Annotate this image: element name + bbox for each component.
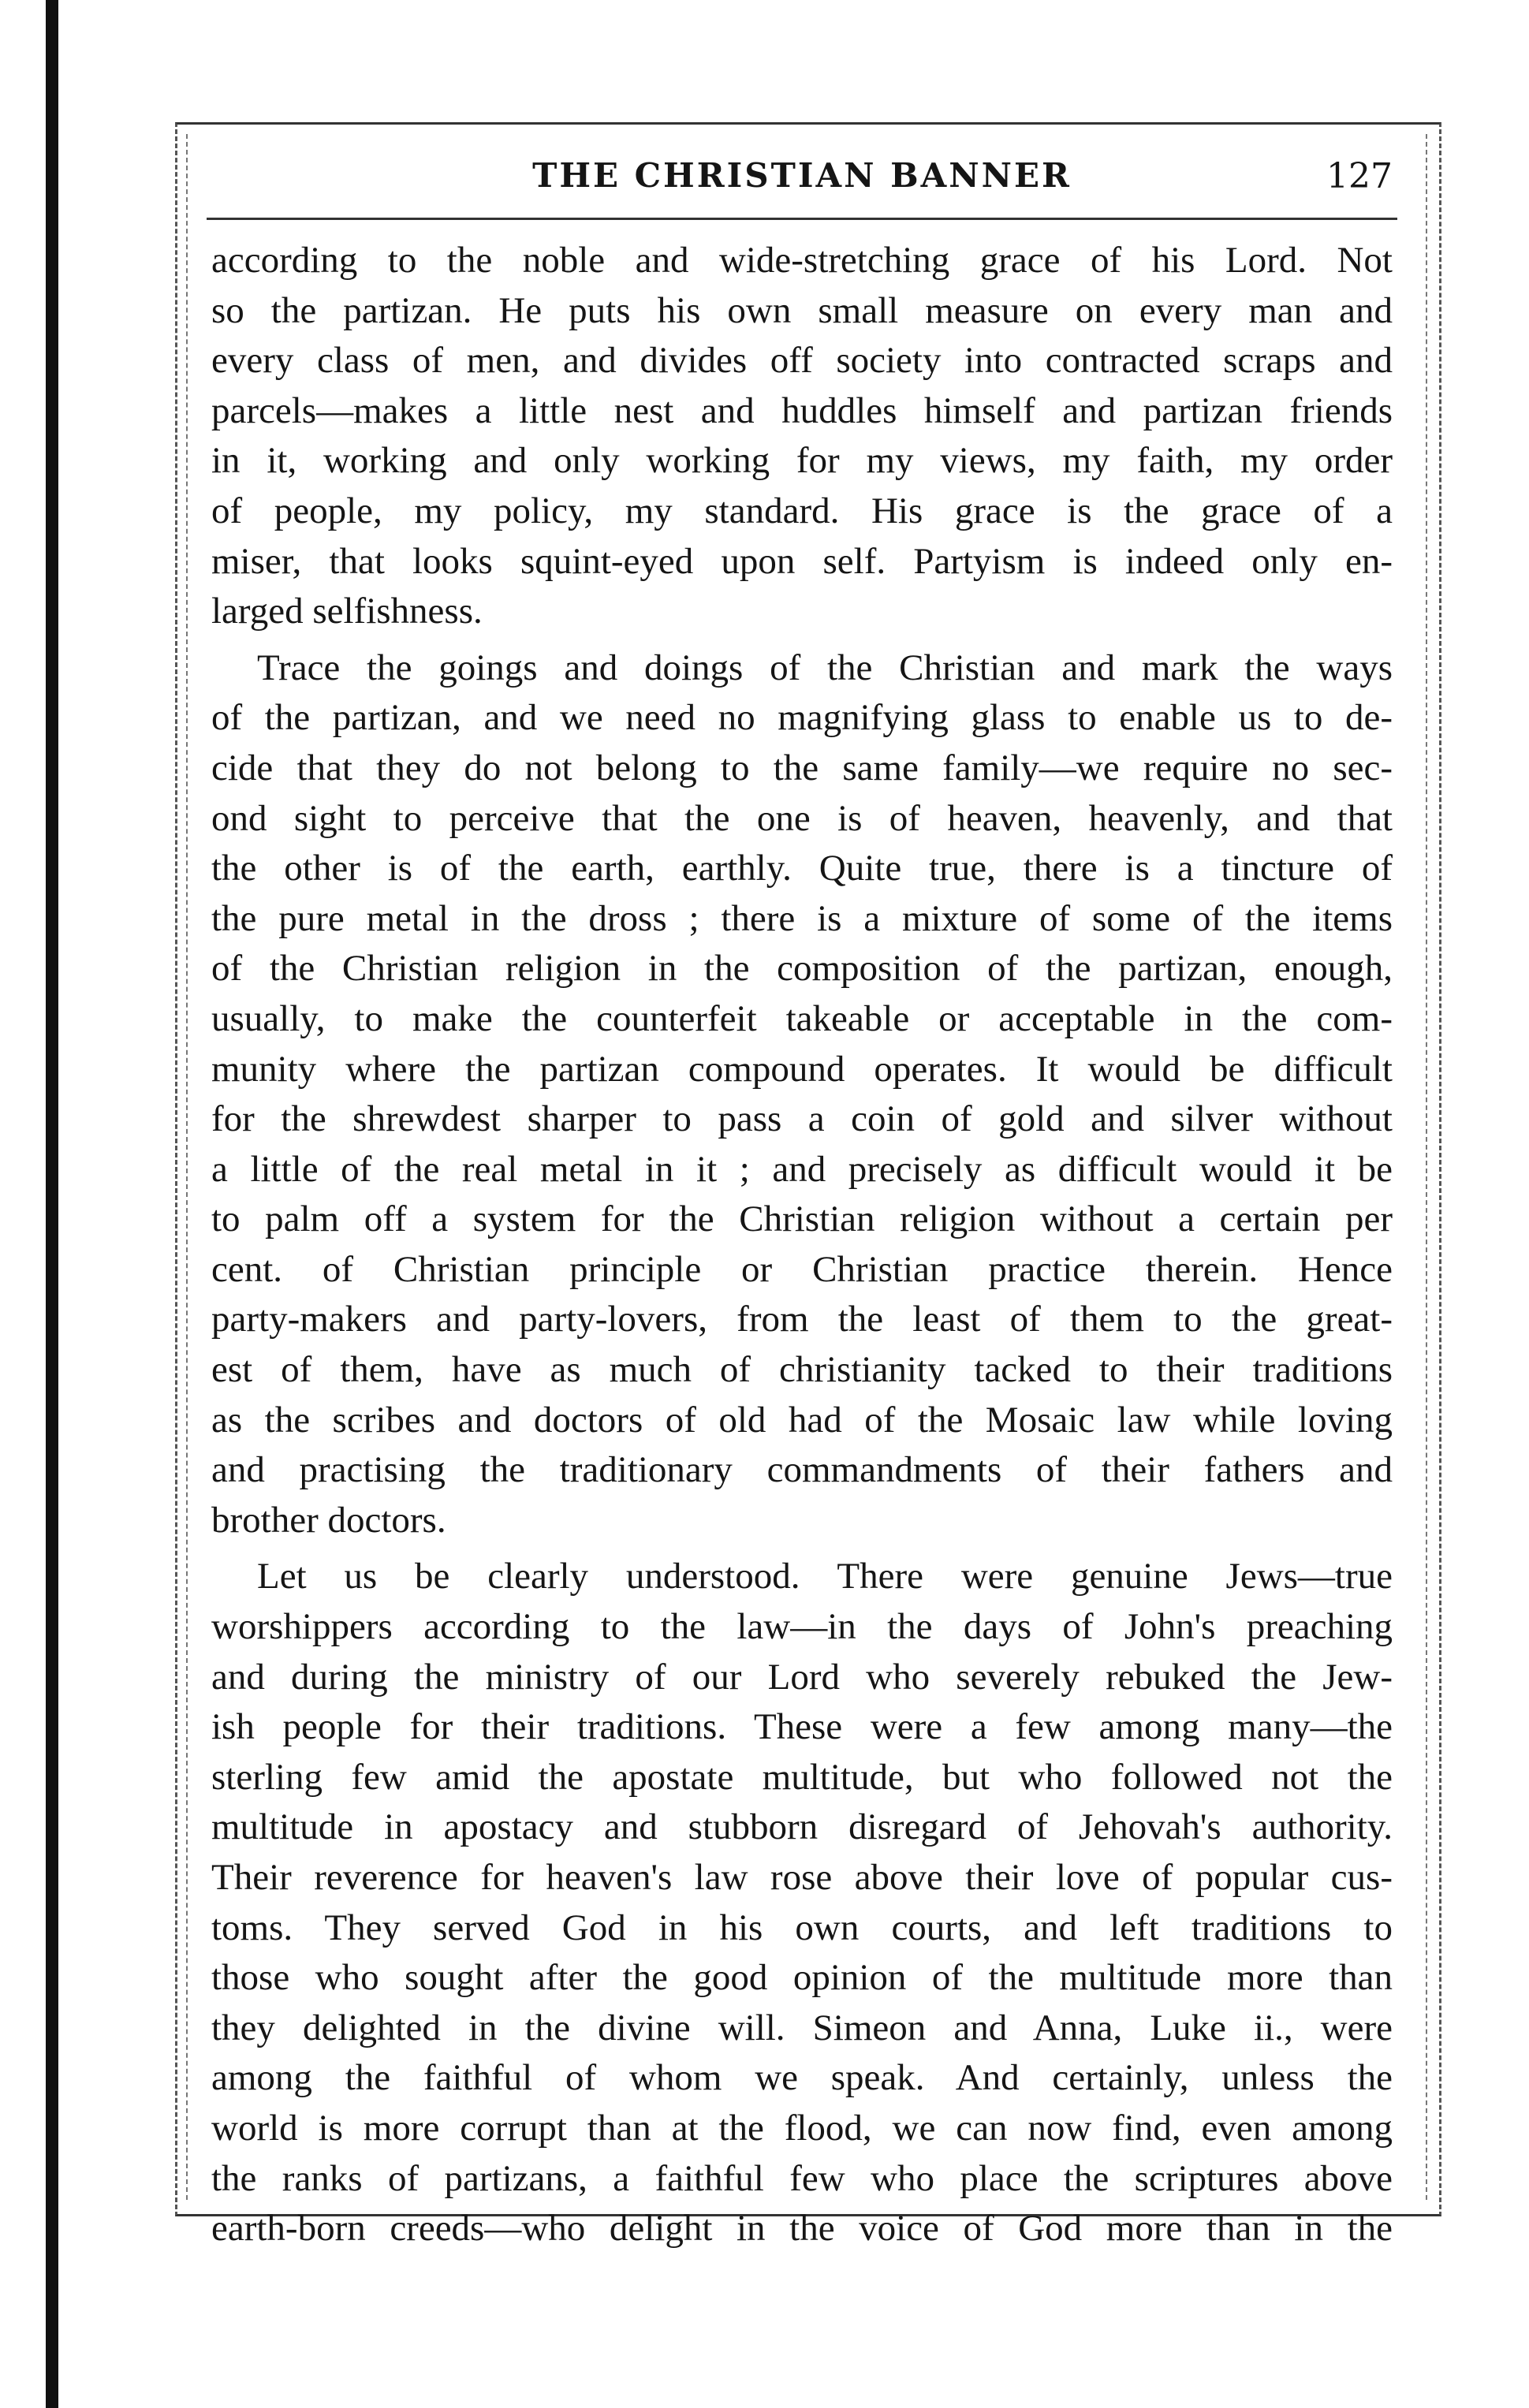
text-line: world is more corrupt than at the flood, we can now find, even among bbox=[211, 2107, 1393, 2149]
text-line: multitude in apostacy and stubborn disregard of Jehovah's authority. bbox=[211, 1806, 1393, 1848]
text-line: miser, that looks squint-eyed upon self. Partyism is indeed only en- bbox=[211, 540, 1393, 582]
text-line: of people, my policy, my standard. His grace is the grace of a bbox=[211, 490, 1393, 531]
article-body bbox=[207, 236, 1397, 2254]
text-line: cent. of Christian principle or Christian practice therein. Hence bbox=[211, 1248, 1393, 1290]
text-line: among the faithful of whom we speak. And certainly, unless the bbox=[211, 2057, 1393, 2099]
paragraph-2 bbox=[211, 643, 1393, 1546]
text-line: so the partizan. He puts his own small measure on every man and bbox=[211, 289, 1393, 331]
text-line: parcels—makes a little nest and huddles himself and partizan friends bbox=[211, 390, 1393, 431]
text-line: the ranks of partizans, a faithful few who place the scriptures above bbox=[211, 2157, 1393, 2199]
text-line: of the Christian religion in the composition of the partizan, enough, bbox=[211, 948, 1393, 990]
text-line: the pure metal in the dross ; there is a mixture of some of the items bbox=[211, 897, 1393, 939]
text-line: Trace the goings and doings of the Christian and mark the ways bbox=[257, 647, 1393, 688]
text-line: according to the noble and wide-stretching grace of his Lord. Not bbox=[211, 240, 1393, 281]
text-line: est of them, have as much of christianity tacked to their traditions bbox=[211, 1349, 1393, 1391]
running-head bbox=[207, 142, 1397, 220]
page-number: 127 bbox=[1326, 156, 1393, 196]
text-line: toms. They served God in his own courts, and left traditions to bbox=[211, 1907, 1393, 1948]
document-page bbox=[207, 142, 1397, 2261]
text-line: usually, to make the counterfeit takeable or acceptable in the com- bbox=[211, 997, 1393, 1039]
text-line: larged selfishness. bbox=[211, 591, 483, 632]
text-line: brother doctors. bbox=[211, 1499, 446, 1541]
text-line: to palm off a system for the Christian religion without a certain per bbox=[211, 1198, 1393, 1240]
paragraph-3 bbox=[211, 1552, 1393, 2253]
text-line: munity where the partizan compound operates. It would be difficult bbox=[211, 1048, 1393, 1090]
scan-edge-bar bbox=[46, 0, 58, 2408]
text-line: cide that they do not belong to the same family—we require no sec- bbox=[211, 747, 1393, 788]
running-head-title: THE CHRISTIAN BANNER bbox=[532, 156, 1072, 195]
text-line: every class of men, and divides off society into contracted scraps and bbox=[211, 340, 1393, 382]
text-line: as the scribes and doctors of old had of the Mosaic law while loving bbox=[211, 1399, 1393, 1441]
text-line: Let us be clearly understood. There were genuine Jews—true bbox=[257, 1556, 1393, 1597]
text-line: worshippers according to the law—in the days of John's preaching bbox=[211, 1606, 1393, 1648]
text-line: Their reverence for heaven's law rose above their love of popular cus- bbox=[211, 1857, 1393, 1898]
text-line: for the shrewdest sharper to pass a coin of gold and silver without bbox=[211, 1098, 1393, 1140]
text-line: ond sight to perceive that the one is of heaven, heavenly, and that bbox=[211, 797, 1393, 839]
text-line: those who sought after the good opinion of the multitude more than bbox=[211, 1957, 1393, 1999]
text-line: sterling few amid the apostate multitude, but who followed not the bbox=[211, 1756, 1393, 1798]
paragraph-1 bbox=[211, 236, 1393, 637]
text-line: party-makers and party-lovers, from the least of them to the great- bbox=[211, 1299, 1393, 1340]
text-line: of the partizan, and we need no magnifying glass to enable us to de- bbox=[211, 697, 1393, 739]
text-line: they delighted in the divine will. Simeon and Anna, Luke ii., were bbox=[211, 2007, 1393, 2048]
text-line: ish people for their traditions. These were a few among many—the bbox=[211, 1706, 1393, 1748]
text-line: earth-born creeds—who delight in the voice of God more than in the bbox=[211, 2208, 1393, 2250]
text-line: a little of the real metal in it ; and precisely as difficult would it be bbox=[211, 1148, 1393, 1190]
text-line: in it, working and only working for my views, my faith, my order bbox=[211, 440, 1393, 482]
text-line: and practising the traditionary commandments of their fathers and bbox=[211, 1449, 1393, 1491]
text-line: and during the ministry of our Lord who severely rebuked the Jew- bbox=[211, 1656, 1393, 1698]
text-line: the other is of the earth, earthly. Quite true, there is a tincture of bbox=[211, 848, 1393, 889]
